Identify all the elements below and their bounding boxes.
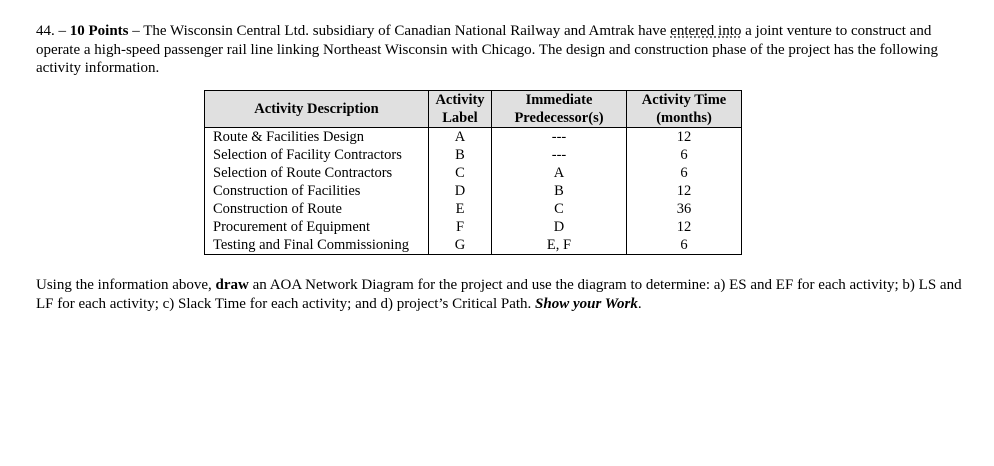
cell-description: Procurement of Equipment	[205, 218, 429, 236]
instructions-show-work: Show your Work	[535, 295, 638, 312]
instructions-body: an AOA Network Diagram for the project and use the diagram to determine: a) ES and EF for each activity; b) LS and LF for each activity; c) Slack Time for each activity; and d) project’s Critical Path.	[36, 277, 962, 312]
cell-time: 6	[627, 164, 742, 182]
cell-label: F	[429, 218, 492, 236]
cell-description: Construction of Route	[205, 200, 429, 218]
table-row	[205, 164, 742, 182]
cell-label: E	[429, 200, 492, 218]
cell-time: 12	[627, 182, 742, 200]
intro-text-end: a joint venture to construct and operate a high-speed passenger rail line linking Northeast Wisconsin with Chicago. The design and construction phase of the project has the following activity information.	[36, 23, 938, 76]
cell-time: 12	[627, 218, 742, 236]
cell-predecessor: ---	[492, 146, 627, 164]
cell-time: 6	[627, 146, 742, 164]
table-header-row	[205, 91, 742, 128]
cell-label: G	[429, 236, 492, 255]
intro-link-text[interactable]: entered into	[670, 23, 742, 39]
cell-predecessor: C	[492, 200, 627, 218]
instructions-end: .	[637, 295, 642, 312]
cell-predecessor: E, F	[492, 236, 627, 255]
cell-predecessor: A	[492, 164, 627, 182]
cell-time: 12	[627, 128, 742, 147]
question-points: 10 Points	[69, 23, 129, 39]
instructions-paragraph	[36, 276, 966, 313]
table-row	[205, 200, 742, 218]
cell-predecessor: B	[492, 182, 627, 200]
cell-description: Route & Facilities Design	[205, 128, 429, 147]
cell-time: 6	[627, 236, 742, 255]
question-number: 44. –	[36, 23, 66, 39]
table-row	[205, 146, 742, 164]
header-activity-description: Activity Description	[205, 91, 429, 128]
activity-table	[204, 90, 742, 255]
cell-description: Construction of Facilities	[205, 182, 429, 200]
header-immediate-predecessors: Immediate Predecessor(s)	[492, 91, 627, 128]
cell-predecessor: ---	[492, 128, 627, 147]
table-row	[205, 182, 742, 200]
cell-label: D	[429, 182, 492, 200]
cell-description: Testing and Final Commissioning	[205, 236, 429, 255]
table-row	[205, 236, 742, 255]
cell-label: B	[429, 146, 492, 164]
instructions-start: Using the information above,	[36, 277, 212, 293]
cell-time: 36	[627, 200, 742, 218]
cell-label: C	[429, 164, 492, 182]
question-intro	[36, 22, 966, 78]
table-row	[205, 218, 742, 236]
instructions-draw: draw	[215, 277, 249, 293]
cell-label: A	[429, 128, 492, 147]
header-activity-time: Activity Time (months)	[627, 91, 742, 128]
header-activity-label: Activity Label	[429, 91, 492, 128]
cell-predecessor: D	[492, 218, 627, 236]
cell-description: Selection of Route Contractors	[205, 164, 429, 182]
cell-description: Selection of Facility Contractors	[205, 146, 429, 164]
table-row	[205, 128, 742, 147]
intro-text-start: – The Wisconsin Central Ltd. subsidiary of Canadian National Railway and Amtrak have	[132, 23, 667, 39]
